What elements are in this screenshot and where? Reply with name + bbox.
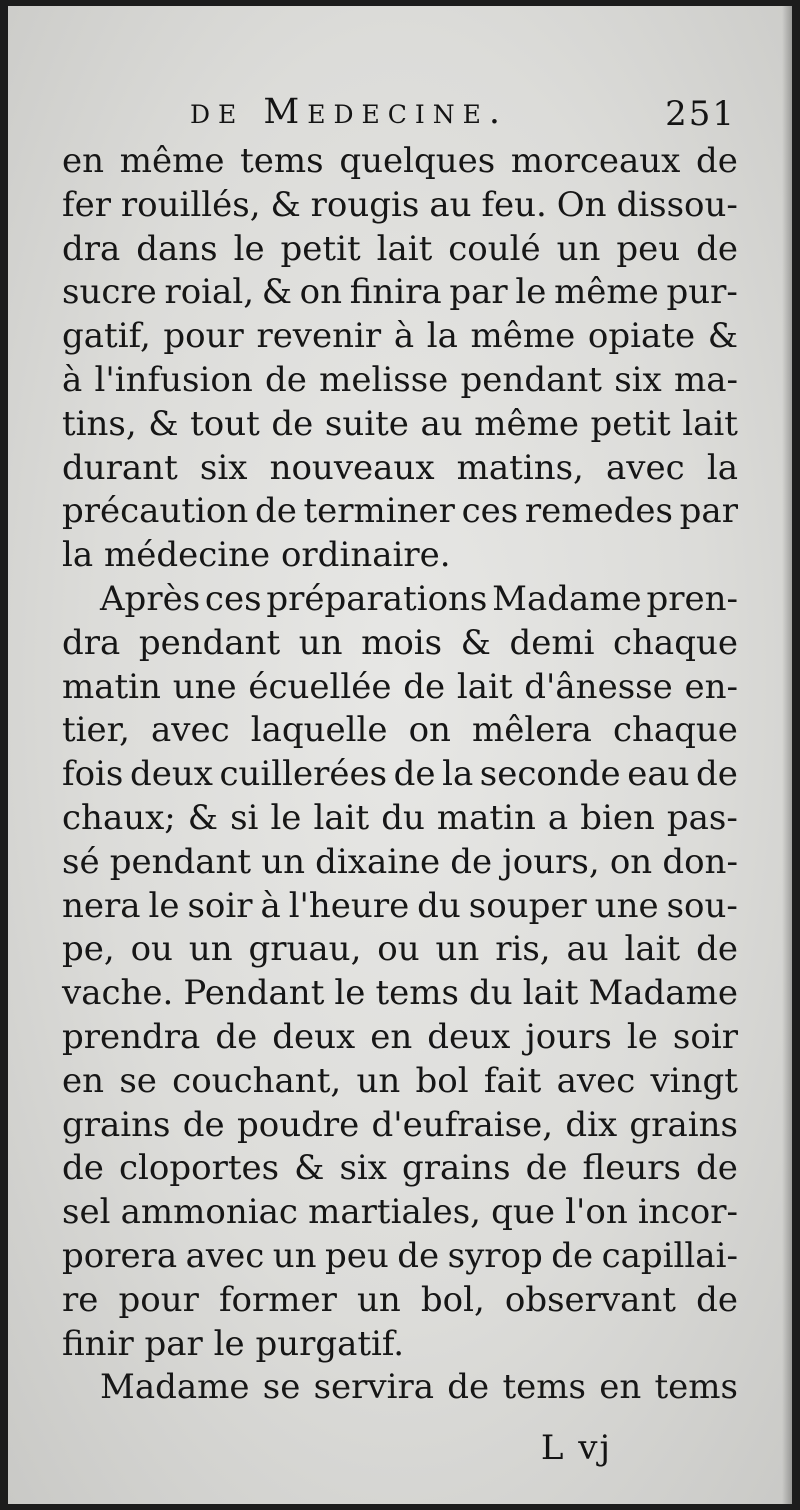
- text-line: vache. Pendant le tems du lait Madame: [62, 973, 738, 1014]
- text-line: durant six nouveaux matins, avec la: [62, 447, 738, 488]
- text-line: Madame se servira de tems en tems: [100, 1367, 738, 1408]
- text-line: sucre roial, & on finira par le même pur-: [62, 272, 738, 313]
- text-line: de cloportes & six grains de fleurs de: [62, 1148, 738, 1189]
- text-line: fer rouillés, & rougis au feu. On dissou-: [62, 184, 738, 225]
- text-line: tins, & tout de suite au même petit lait: [62, 403, 738, 444]
- text-line: finir par le purgatif.: [62, 1323, 405, 1364]
- page-footer: [8, 1424, 792, 1474]
- text-line: chaux; & si le lait du matin a bien pas-: [62, 797, 738, 838]
- text-line: nera le soir à l'heure du souper une sou-: [62, 885, 738, 926]
- text-line: dra dans le petit lait coulé un peu de: [62, 228, 738, 269]
- signature-mark: L vj: [540, 1428, 612, 1468]
- page-number: 251: [665, 94, 736, 134]
- book-page: [8, 6, 792, 1504]
- running-head: de Medecine.: [190, 92, 509, 132]
- text-line: porera avec un peu de syrop de capillai-: [62, 1235, 738, 1276]
- text-line: gatif, pour revenir à la même opiate &: [62, 316, 738, 357]
- text-line: re pour former un bol, observant de: [62, 1279, 738, 1320]
- text-line: sel ammoniac martiales, que l'on incor-: [62, 1192, 738, 1233]
- text-line: tier, avec laquelle on mêlera chaque: [62, 710, 738, 751]
- text-line: matin une écuellée de lait d'ânesse en-: [62, 666, 738, 707]
- text-line: à l'infusion de melisse pendant six ma-: [62, 359, 738, 400]
- text-line: pe, ou un gruau, ou un ris, au lait de: [62, 929, 738, 970]
- text-line: en même tems quelques morceaux de: [62, 141, 738, 181]
- text-line: fois deux cuillerées de la seconde eau de: [62, 754, 738, 795]
- page-edge-shadow: [782, 6, 792, 1504]
- text-line: précaution de terminer ces remedes par: [62, 491, 738, 532]
- text-line: en se couchant, un bol fait avec vingt: [62, 1060, 738, 1101]
- page-header: [8, 92, 792, 142]
- text-line: sé pendant un dixaine de jours, on don-: [62, 841, 738, 882]
- text-line: grains de poudre d'eufraise, dix grains: [62, 1104, 738, 1145]
- body-text: [62, 140, 738, 1410]
- text-line: Après ces préparations Madame pren-: [100, 578, 738, 619]
- text-line: prendra de deux en deux jours le soir: [62, 1016, 738, 1057]
- text-line: dra pendant un mois & demi chaque: [62, 622, 738, 663]
- text-line: la médecine ordinaire.: [62, 535, 451, 576]
